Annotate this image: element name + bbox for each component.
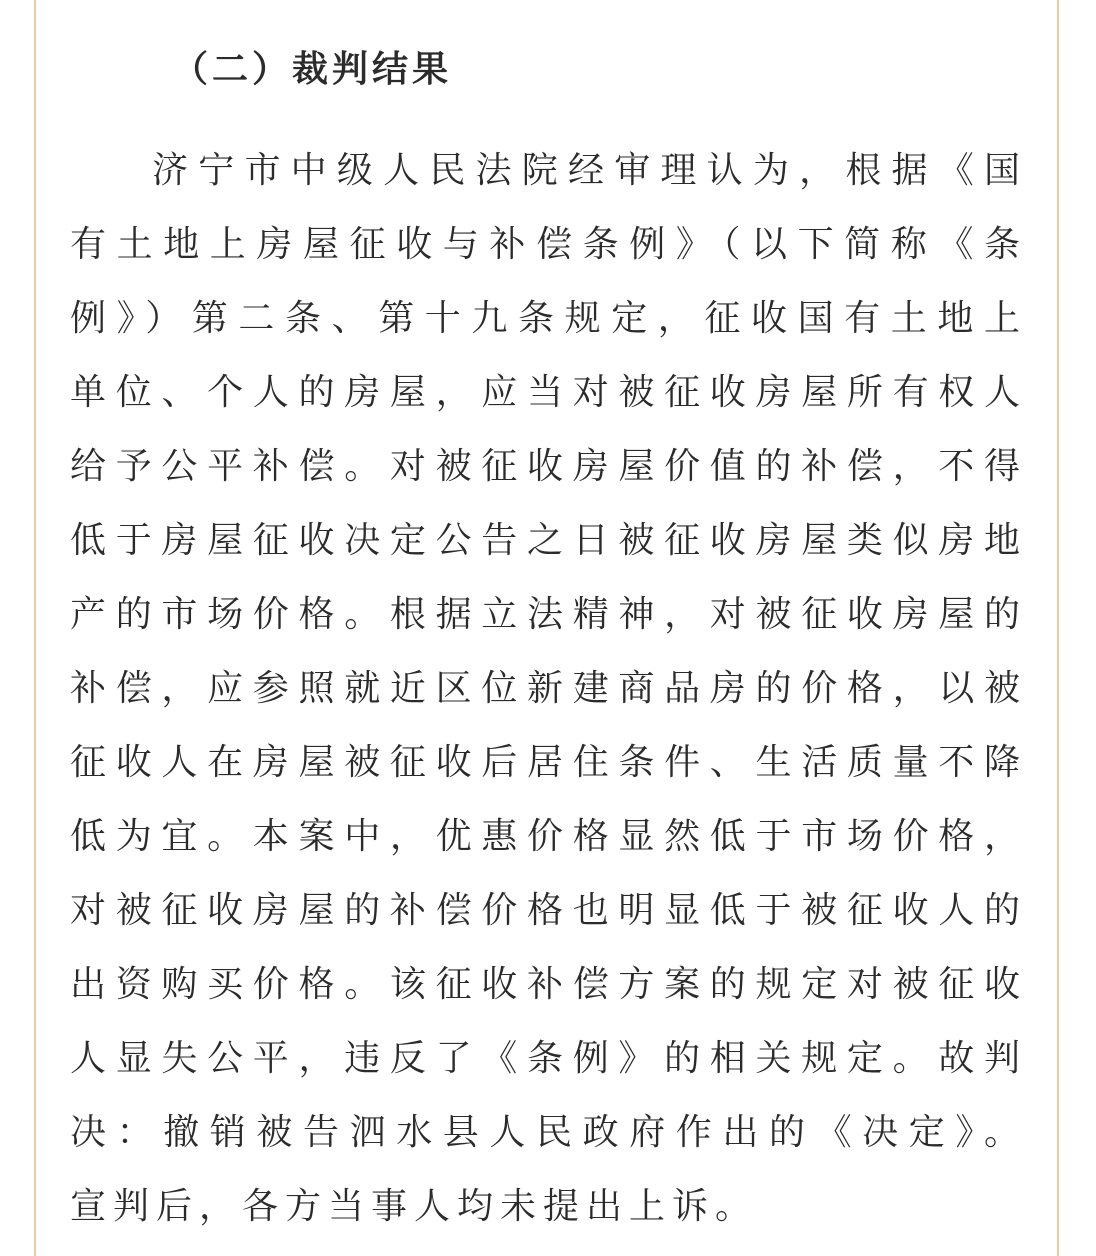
body-line: 有土地上房屋征收与补偿条例》（以下简称《条	[70, 224, 1020, 265]
body-line: 低为宜。本案中，优惠价格显然低于市场价格，	[70, 816, 1020, 857]
body-line: 低于房屋征收决定公告之日被征收房屋类似房地	[70, 520, 1020, 561]
body-line: 产的市场价格。根据立法精神，对被征收房屋的	[70, 594, 1020, 635]
body-line: 补偿，应参照就近区位新建商品房的价格，以被	[70, 668, 1020, 709]
body-line: 征收人在房屋被征收后居住条件、生活质量不降	[70, 742, 1020, 783]
body-line: 决：撤销被告泗水县人民政府作出的《决定》。	[70, 1112, 1020, 1153]
body-line: 出资购买价格。该征收补偿方案的规定对被征收	[70, 964, 1020, 1005]
body-line: 济宁市中级人民法院经审理认为，根据《国	[152, 150, 1020, 191]
left-border-line	[34, 0, 36, 1256]
article-body	[70, 140, 1020, 1250]
body-line: 例》）第二条、第十九条规定，征收国有土地上	[70, 298, 1020, 339]
body-line: 单位、个人的房屋，应当对被征收房屋所有权人	[70, 372, 1020, 413]
body-line: 给予公平补偿。对被征收房屋价值的补偿，不得	[70, 446, 1020, 487]
section-heading: （二）裁判结果	[172, 49, 453, 90]
body-line: 宣判后，各方当事人均未提出上诉。	[70, 1186, 759, 1227]
body-line: 人显失公平，违反了《条例》的相关规定。故判	[70, 1038, 1020, 1079]
body-line: 对被征收房屋的补偿价格也明显低于被征收人的	[70, 890, 1020, 931]
right-border-line	[1057, 0, 1059, 1256]
